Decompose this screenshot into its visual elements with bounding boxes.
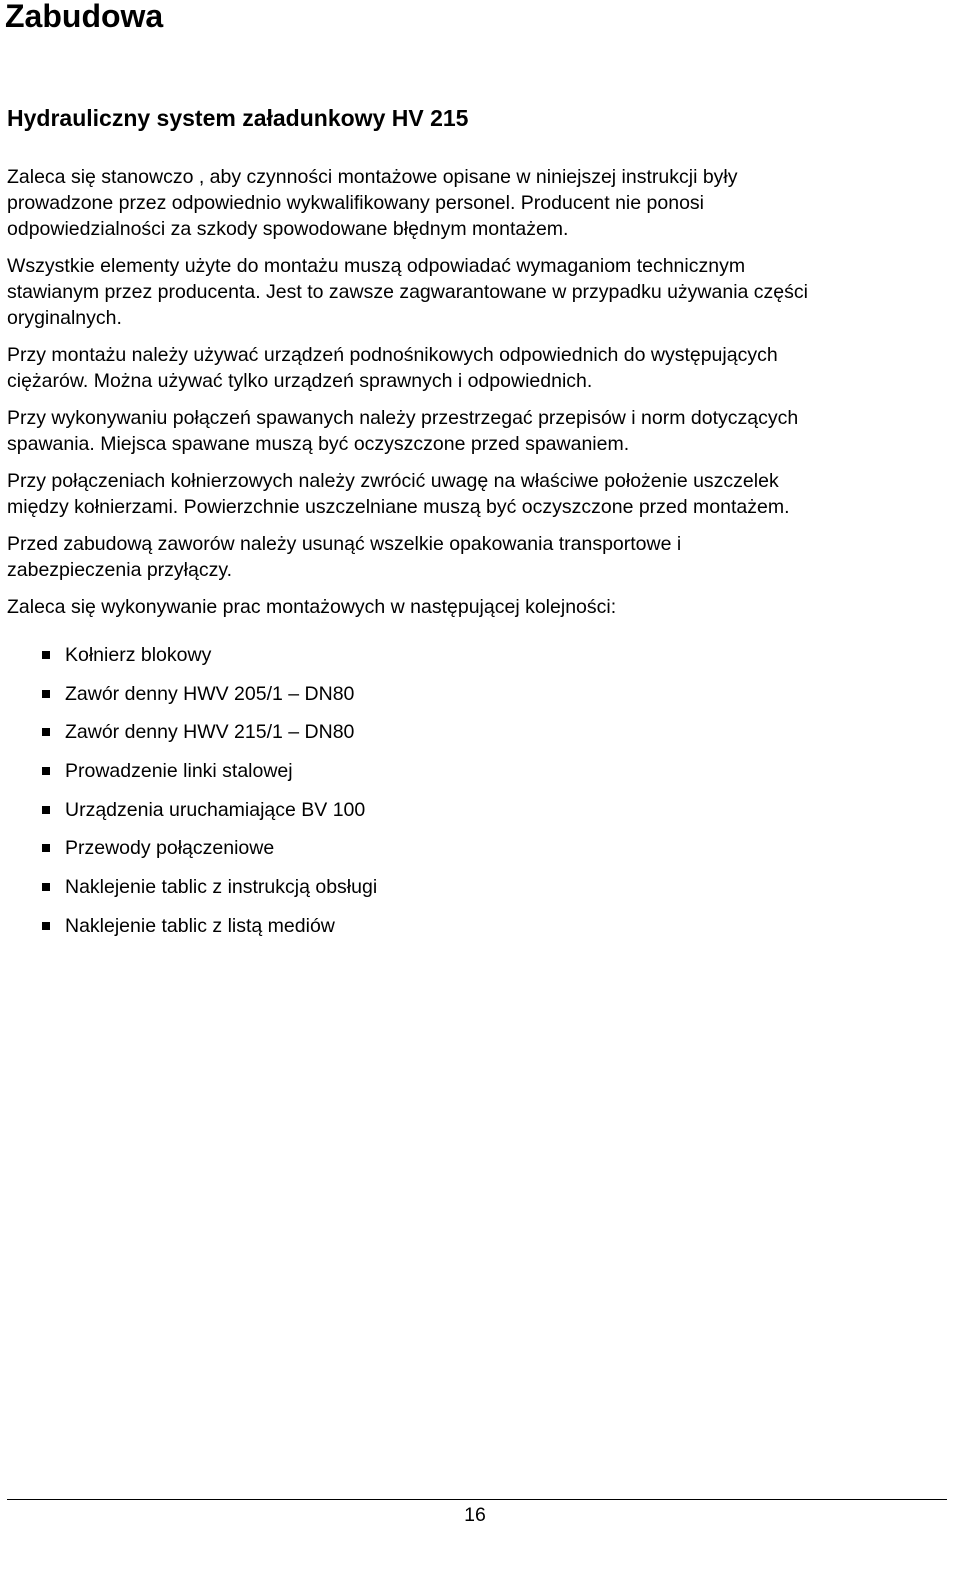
text-line: Wszystkie elementy użyte do montażu muszą odpowiadać wymaganiom technicznym <box>7 255 746 277</box>
square-bullet-icon <box>42 728 50 736</box>
text-line: oryginalnych. <box>7 307 122 329</box>
page-title: Zabudowa <box>5 0 164 34</box>
text-line: Przed zabudową zaworów należy usunąć wszelkie opakowania transportowe i <box>7 533 682 555</box>
text-line: Przy montażu należy używać urządzeń podnośnikowych odpowiednich do występujących <box>7 344 778 366</box>
body-text <box>7 164 952 631</box>
paragraph-lifting-devices <box>7 342 952 394</box>
text-line: między kołnierzami. Powierzchnie uszczelniane muszą być oczyszczone przed montażem. <box>7 496 790 518</box>
text-line: spawania. Miejsca spawane muszą być oczyszczone przed spawaniem. <box>7 433 630 455</box>
text-line: ciężarów. Można używać tylko urządzeń sprawnych i odpowiednich. <box>7 370 593 392</box>
list-item-label: Zawór denny HWV 205/1 – DN80 <box>65 682 355 705</box>
text-line: Zaleca się stanowczo , aby czynności montażowe opisane w niniejszej instrukcji były <box>7 166 738 188</box>
text-line: stawianym przez producenta. Jest to zawsze zagwarantowane w przypadku używania części <box>7 281 808 303</box>
paragraph-qualified-personnel <box>7 164 952 242</box>
square-bullet-icon <box>42 806 50 814</box>
paragraph-welding <box>7 405 952 457</box>
list-item-label: Kołnierz blokowy <box>65 644 212 666</box>
list-item-label: Prowadzenie linki stalowej <box>65 760 293 783</box>
text-line: zabezpieczenia przyłączy. <box>7 559 233 581</box>
square-bullet-icon <box>42 922 50 930</box>
text-line: Przy połączeniach kołnierzowych należy zwrócić uwagę na właściwe położenie uszczelek <box>7 470 779 492</box>
square-bullet-icon <box>42 883 50 891</box>
list-item-label: Przewody połączeniowe <box>65 837 275 860</box>
text-line: odpowiedzialności za szkody spowodowane błędnym montażem. <box>7 218 569 240</box>
paragraph-original-parts <box>7 253 952 331</box>
text-line: Zaleca się wykonywanie prac montażowych w następującej kolejności: <box>7 596 617 618</box>
paragraph-flanges <box>7 468 952 520</box>
section-title: Hydrauliczny system załadunkowy HV 215 <box>7 105 469 131</box>
square-bullet-icon <box>42 651 50 659</box>
text-line: prowadzone przez odpowiednio wykwalifikowany personel. Producent nie ponosi <box>7 192 704 214</box>
list-item-label: Naklejenie tablic z instrukcją obsługi <box>65 876 378 899</box>
text-line: Przy wykonywaniu połączeń spawanych należy przestrzegać przepisów i norm dotyczących <box>7 407 799 429</box>
list-item-label: Naklejenie tablic z listą mediów <box>65 914 335 937</box>
square-bullet-icon <box>42 690 50 698</box>
square-bullet-icon <box>42 767 50 775</box>
list-item-label: Zawór denny HWV 215/1 – DN80 <box>65 721 355 744</box>
page-number: 16 <box>464 1504 486 1526</box>
paragraph-sequence-intro <box>7 594 952 620</box>
paragraph-packaging <box>7 531 952 583</box>
list-item-label: Urządzenia uruchamiające BV 100 <box>65 798 366 821</box>
footer-divider <box>7 1499 947 1500</box>
square-bullet-icon <box>42 844 50 852</box>
